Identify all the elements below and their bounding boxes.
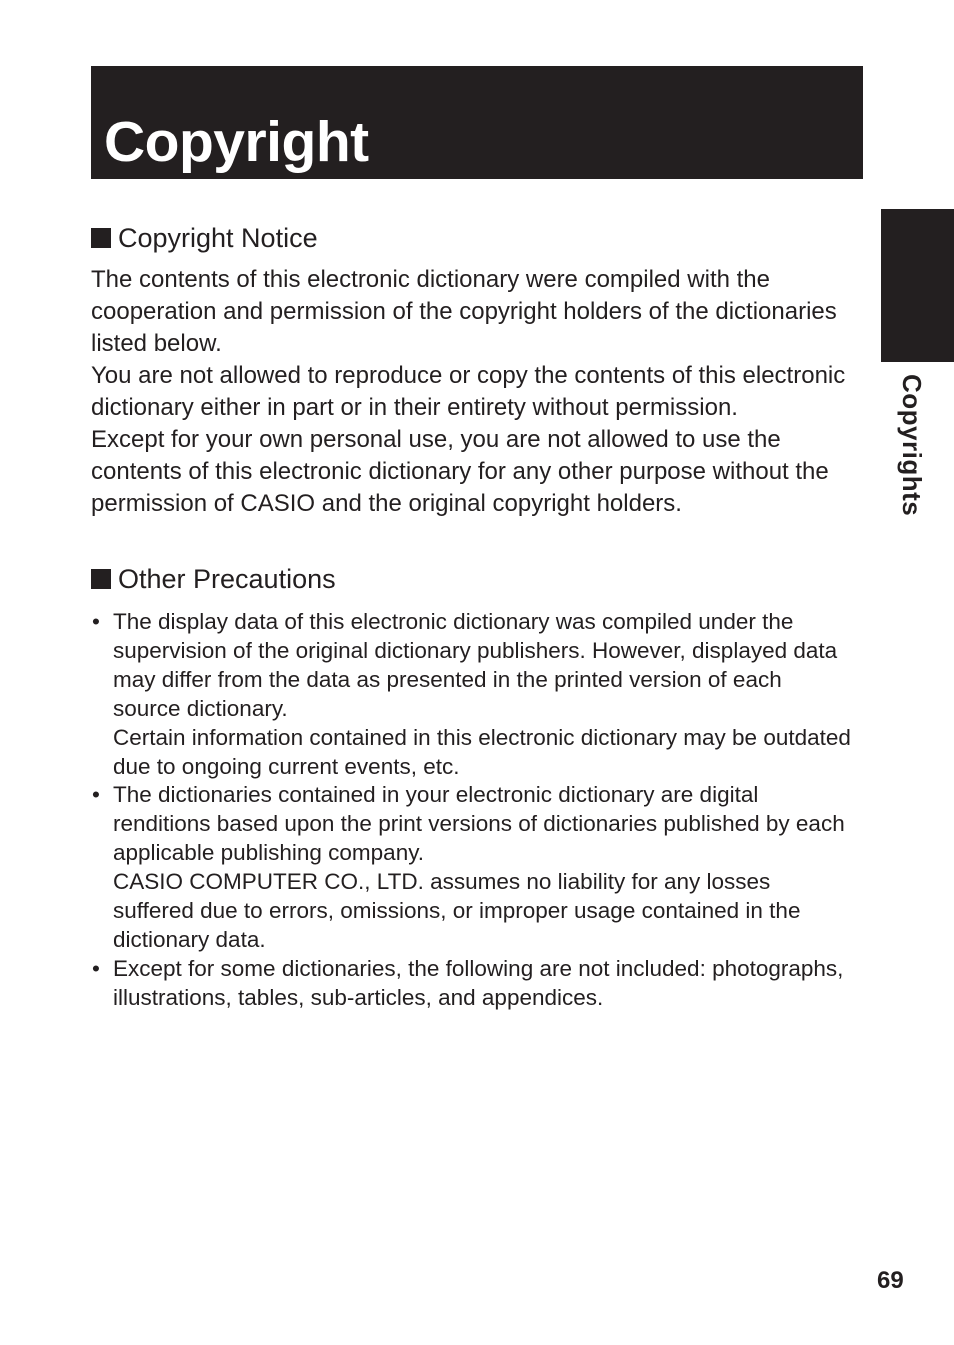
bullet-icon: •	[92, 609, 100, 634]
side-tab-label: Copyrights	[897, 374, 927, 517]
square-bullet-icon	[91, 569, 111, 589]
square-bullet-icon	[91, 228, 111, 248]
notice-paragraph: The contents of this electronic dictionary were compiled with the cooperation and permission of the copyright holders of the dictionaries listed below.	[91, 266, 837, 357]
copyright-notice-section	[91, 222, 851, 520]
copyright-notice-heading	[91, 222, 851, 254]
notice-paragraph: Except for your own personal use, you are not allowed to use the contents of this electronic dictionary for any other purpose without the permission of CASIO and the original copyright holders.	[91, 426, 829, 517]
other-precautions-heading	[91, 563, 851, 595]
list-item-text: The dictionaries contained in your electronic dictionary are digital renditions based upon the print versions of dictionaries published by each applicable publishing company.	[113, 782, 845, 866]
bullet-icon: •	[92, 955, 100, 981]
list-item-continuation: Certain information contained in this electronic dictionary may be outdated due to ongoing current events, etc.	[113, 724, 851, 779]
list-item	[91, 955, 851, 1013]
page-title: Copyright	[104, 110, 369, 174]
page-number: 69	[877, 1267, 904, 1294]
notice-paragraph: You are not allowed to reproduce or copy the contents of this electronic dictionary either in part or in their entirety without permission.	[91, 362, 846, 421]
title-bar	[91, 66, 863, 179]
list-item	[91, 781, 851, 954]
list-item-text: The display data of this electronic dictionary was compiled under the supervision of the original dictionary publishers. However, displayed data may differ from the data as presented in the printed version of each source dictionary.	[113, 609, 838, 721]
other-precautions-section	[91, 563, 851, 1013]
bullet-icon: •	[92, 782, 100, 808]
list-item-continuation: CASIO COMPUTER CO., LTD. assumes no liability for any losses suffered due to errors, omissions, or improper usage contained in the dictionary data.	[113, 869, 801, 952]
list-item-text: Except for some dictionaries, the following are not included: photographs, illustrations, tables, sub-articles, and appendices.	[113, 955, 844, 1010]
heading-text: Other Precautions	[118, 564, 336, 594]
precautions-list	[91, 608, 851, 1013]
heading-text: Copyright Notice	[118, 223, 318, 253]
side-tab	[881, 209, 954, 362]
list-item	[91, 608, 851, 781]
